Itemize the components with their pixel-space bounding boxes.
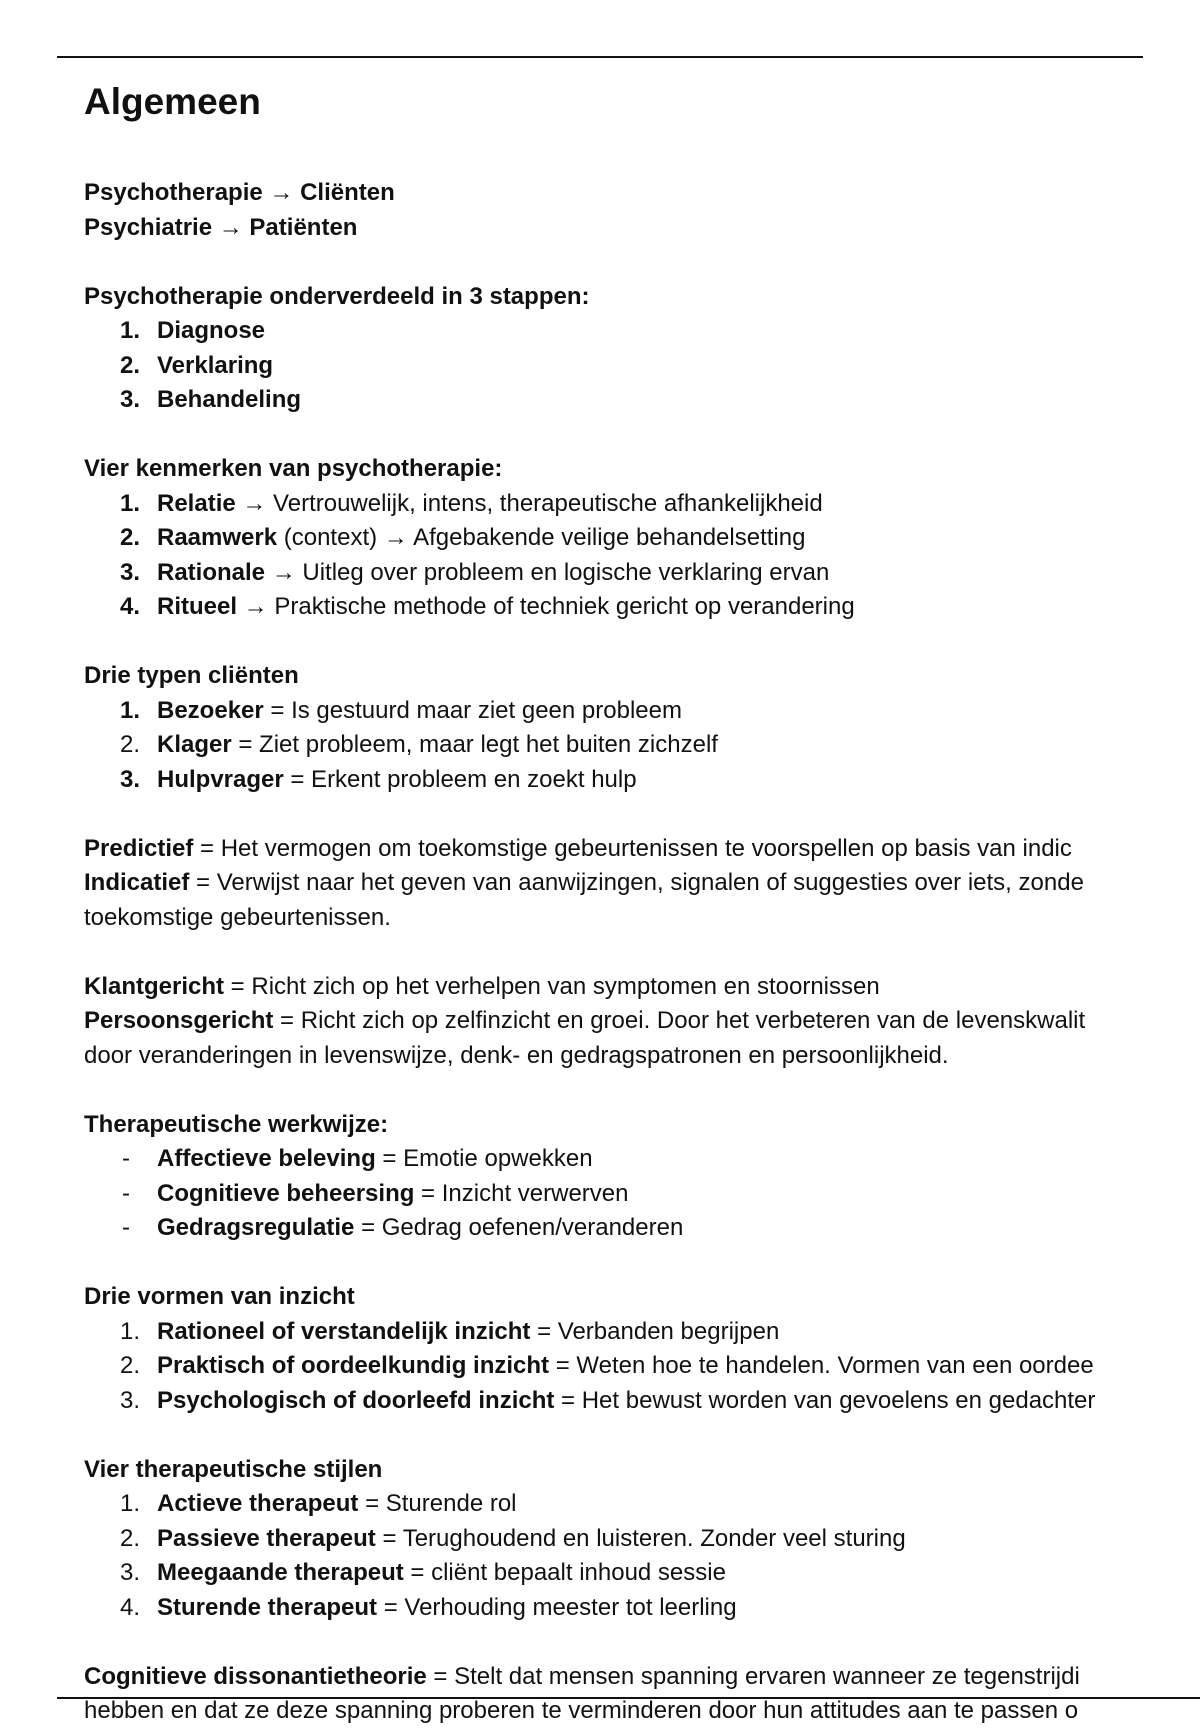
list-item: 2. Klager = Ziet probleem, maar legt het buiten zichzelf	[120, 731, 718, 758]
definition-klantgericht: Klantgericht = Richt zich op het verhelpen van symptomen en stoornissen	[84, 972, 880, 1000]
list-item: - Gedragsregulatie = Gedrag oefenen/veranderen	[122, 1214, 684, 1241]
list-item: 1. Bezoeker = Is gestuurd maar ziet geen probleem	[120, 696, 682, 724]
clienten-heading: Drie typen cliënten	[84, 662, 299, 689]
intro-line-psychotherapie: Psychotherapie → Cliënten	[84, 179, 395, 206]
definition-indicatief: Indicatief = Verwijst naar het geven van aanwijzingen, signalen of suggesties over iets, zonde	[84, 869, 1084, 896]
list-item: 1. Diagnose	[120, 317, 266, 344]
intro-line-psychiatrie: Psychiatrie → Patiënten	[84, 213, 358, 241]
arrow-icon: →	[218, 213, 243, 241]
werkwijze-heading: Therapeutische werkwijze:	[84, 1110, 389, 1138]
definition-indicatief-cont: toekomstige gebeurtenissen.	[84, 903, 391, 931]
list-item: 3. Meegaande therapeut = cliënt bepaalt inhoud sessie	[120, 1559, 726, 1586]
page-title: Algemeen	[84, 81, 261, 122]
list-item: 3. Psychologisch of doorleefd inzicht = Het bewust worden van gevoelens en gedachter	[120, 1386, 1096, 1414]
inzicht-heading: Drie vormen van inzicht	[84, 1283, 355, 1310]
stijlen-heading: Vier therapeutische stijlen	[84, 1455, 383, 1483]
kenmerken-heading: Vier kenmerken van psychotherapie:	[84, 455, 503, 482]
list-item: 4. Ritueel → Praktische methode of techniek gericht op verandering	[120, 593, 855, 620]
list-item: 3. Rationale → Uitleg over probleem en logische verklaring ervan	[120, 558, 830, 586]
list-item: 2. Raamwerk (context) → Afgebakende veilige behandelsetting	[120, 524, 806, 551]
list-item: 2. Passieve therapeut = Terughoudend en luisteren. Zonder veel sturing	[120, 1524, 906, 1552]
document-page	[84, 78, 1200, 1724]
list-item: 1. Relatie → Vertrouwelijk, intens, therapeutische afhankelijkheid	[120, 489, 823, 517]
list-item: 1. Rationeel of verstandelijk inzicht = Verbanden begrijpen	[120, 1317, 780, 1345]
definition-predictief: Predictief = Het vermogen om toekomstige gebeurtenissen te voorspellen op basis van indic	[84, 834, 1072, 862]
arrow-icon: →	[269, 179, 294, 206]
definition-dissonantie: Cognitieve dissonantietheorie = Stelt dat mensen spanning ervaren wanneer ze tegenstrijdi	[84, 1662, 1080, 1690]
bottom-rule	[57, 1697, 1200, 1699]
definition-persoonsgericht-cont: door veranderingen in levenswijze, denk- en gedragspatronen en persoonlijkheid.	[84, 1041, 949, 1069]
list-item: 1. Actieve therapeut = Sturende rol	[120, 1490, 517, 1517]
list-item: - Cognitieve beheersing = Inzicht verwerven	[122, 1179, 629, 1207]
stappen-heading: Psychotherapie onderverdeeld in 3 stappen:	[84, 282, 590, 310]
list-item: 3. Hulpvrager = Erkent probleem en zoekt hulp	[120, 765, 637, 793]
definition-persoonsgericht: Persoonsgericht = Richt zich op zelfinzicht en groei. Door het verbeteren van de levenskwalit	[84, 1007, 1086, 1034]
list-item: 2. Verklaring	[120, 351, 274, 379]
top-rule	[57, 56, 1143, 58]
list-item: - Affectieve beleving = Emotie opwekken	[122, 1145, 593, 1172]
definition-dissonantie-cont: hebben en dat ze deze spanning proberen te verminderen door hun attitudes aan te passen o	[84, 1697, 1079, 1724]
list-item: 2. Praktisch of oordeelkundig inzicht = Weten hoe te handelen. Vormen van een oordee	[120, 1352, 1094, 1379]
list-item: 4. Sturende therapeut = Verhouding meester tot leerling	[120, 1593, 737, 1621]
list-item: 3. Behandeling	[120, 386, 302, 413]
